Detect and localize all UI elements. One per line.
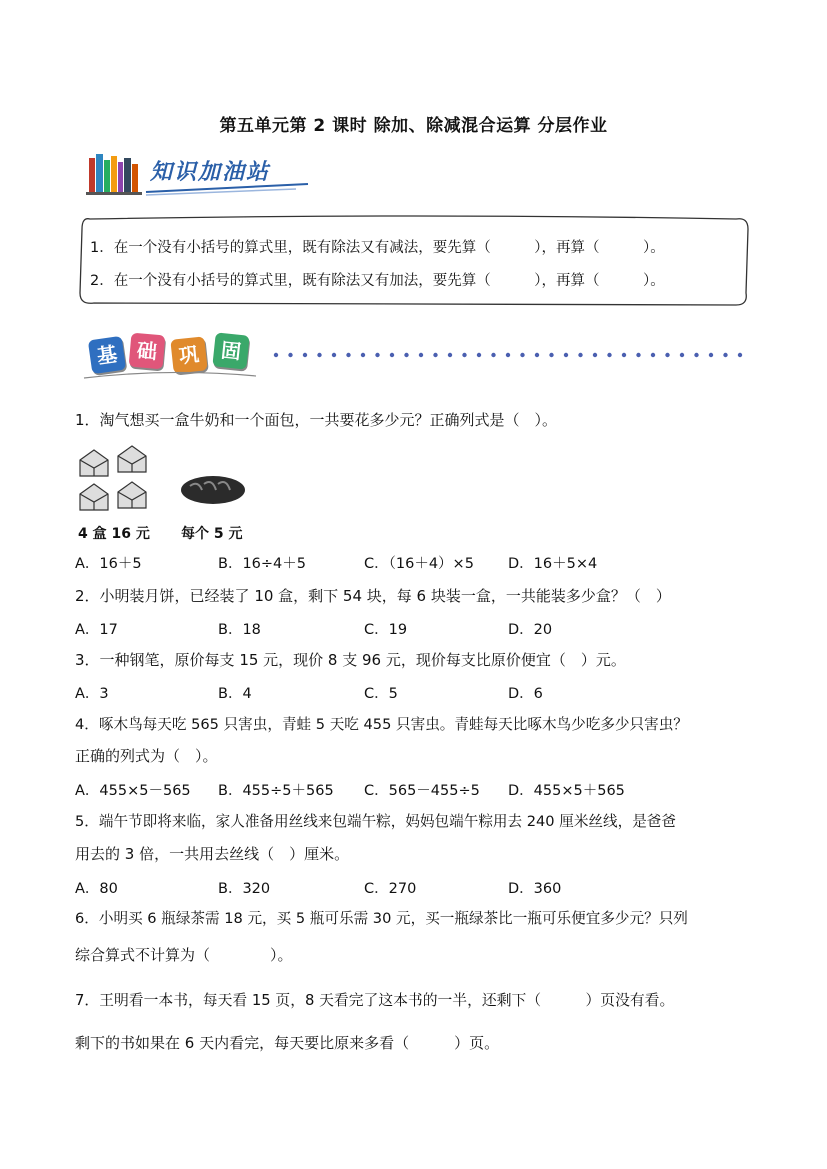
dot	[448, 353, 452, 357]
dot	[375, 353, 379, 357]
milk-box-icon	[80, 446, 146, 510]
dot	[549, 353, 553, 357]
dot	[593, 353, 597, 357]
option-b: B．4	[218, 686, 252, 702]
dot	[491, 353, 495, 357]
question-3: 3．一种钢笔，原价每支 15 元，现价 8 支 96 元，现价每支比原价便宜（ ）元。	[75, 651, 626, 669]
dot	[477, 353, 481, 357]
question-6-line-2: 综合算式不计算为（ ）。	[75, 946, 293, 964]
banner-tile: 基	[88, 336, 126, 374]
option-c: C．19	[364, 622, 408, 638]
banner-tile: 础	[129, 333, 166, 370]
dot	[723, 353, 727, 357]
option-a: A．16＋5	[75, 556, 142, 572]
option-c: C．270	[364, 881, 417, 897]
dot	[665, 353, 669, 357]
dot	[346, 353, 350, 357]
dot	[404, 353, 408, 357]
dot	[694, 353, 698, 357]
knowledge-banner-title: 知识加油站	[150, 160, 271, 185]
option-a: A．3	[75, 686, 109, 702]
question-6-line-1: 6．小明买 6 瓶绿茶需 18 元，买 5 瓶可乐需 30 元，买一瓶绿茶比一瓶可乐便宜多少元？只列	[75, 910, 688, 927]
option-b: B．455÷5＋565	[218, 783, 334, 799]
question-4-line-1: 4．啄木鸟每天吃 565 只害虫，青蛙 5 天吃 455 只害虫。青蛙每天比啄木鸟少吃多少只害虫？	[75, 716, 688, 733]
dot	[317, 353, 321, 357]
banner-tile: 巩	[170, 336, 207, 373]
option-b: B．18	[218, 622, 261, 638]
knowledge-box	[76, 213, 752, 309]
question-5-line-2: 用去的 3 倍，一共用去丝线（ ）厘米。	[75, 845, 350, 863]
bread-caption: 每个 5 元	[181, 526, 243, 542]
dot	[419, 353, 423, 357]
option-c: C．（16＋4）×5	[364, 556, 474, 572]
option-c: C．5	[364, 686, 398, 702]
option-d: D．20	[508, 622, 553, 638]
knowledge-item-1: 1．在一个没有小括号的算式里，既有除法又有减法，要先算（ ），再算（ ）。	[90, 240, 665, 256]
dot	[520, 353, 524, 357]
question-2: 2．小明装月饼，已经装了 10 盒，剩下 54 块，每 6 块装一盒，一共能装多少盒？（ ）	[75, 587, 671, 605]
question-5-line-1: 5．端午节即将来临，家人准备用丝线来包端午粽，妈妈包端午粽用去 240 厘米丝线，是爸爸	[75, 813, 676, 830]
option-a: A．80	[75, 881, 118, 897]
dot	[288, 353, 292, 357]
dot	[738, 353, 742, 357]
question-7-line-2: 剩下的书如果在 6 天内看完，每天要比原来多看（ ）页。	[75, 1034, 500, 1052]
dot	[636, 353, 640, 357]
option-a: A．455×5－565	[75, 783, 191, 799]
dotted-line	[80, 328, 750, 384]
q1-picture	[78, 442, 258, 517]
milk-caption: 4 盒 16 元	[78, 526, 150, 542]
option-b: B．320	[218, 881, 271, 897]
option-d: D．455×5＋565	[508, 783, 625, 799]
dot	[622, 353, 626, 357]
question-1: 1．淘气想买一盒牛奶和一个面包，一共要花多少元？正确列式是（ ）。	[75, 411, 558, 429]
question-7-line-1: 7．王明看一本书，每天看 15 页，8 天看完了这本书的一半，还剩下（ ）页没有看。	[75, 992, 675, 1009]
dot	[680, 353, 684, 357]
page-title: 第五单元第 2 课时 除加、除减混合运算 分层作业	[219, 116, 608, 136]
dot	[361, 353, 365, 357]
option-a: A．17	[75, 622, 118, 638]
banner-tile: 固	[212, 332, 249, 369]
option-d: D．16＋5×4	[508, 556, 598, 572]
option-c: C．565－455÷5	[364, 783, 480, 799]
dot	[709, 353, 713, 357]
dot	[651, 353, 655, 357]
dot	[607, 353, 611, 357]
dot	[535, 353, 539, 357]
bread-icon	[181, 476, 245, 504]
dot	[462, 353, 466, 357]
dot	[506, 353, 510, 357]
dot	[274, 353, 278, 357]
dot	[332, 353, 336, 357]
basic-banner	[80, 328, 750, 384]
books-icon	[86, 154, 142, 195]
option-d: D．6	[508, 686, 543, 702]
option-b: B．16÷4＋5	[218, 556, 306, 572]
option-d: D．360	[508, 881, 562, 897]
question-4-line-2: 正确的列式为（ ）。	[75, 747, 218, 765]
dot	[578, 353, 582, 357]
knowledge-item-2: 2．在一个没有小括号的算式里，既有除法又有加法，要先算（ ），再算（ ）。	[90, 273, 665, 289]
dot	[564, 353, 568, 357]
dot	[433, 353, 437, 357]
dot	[303, 353, 307, 357]
dot	[390, 353, 394, 357]
